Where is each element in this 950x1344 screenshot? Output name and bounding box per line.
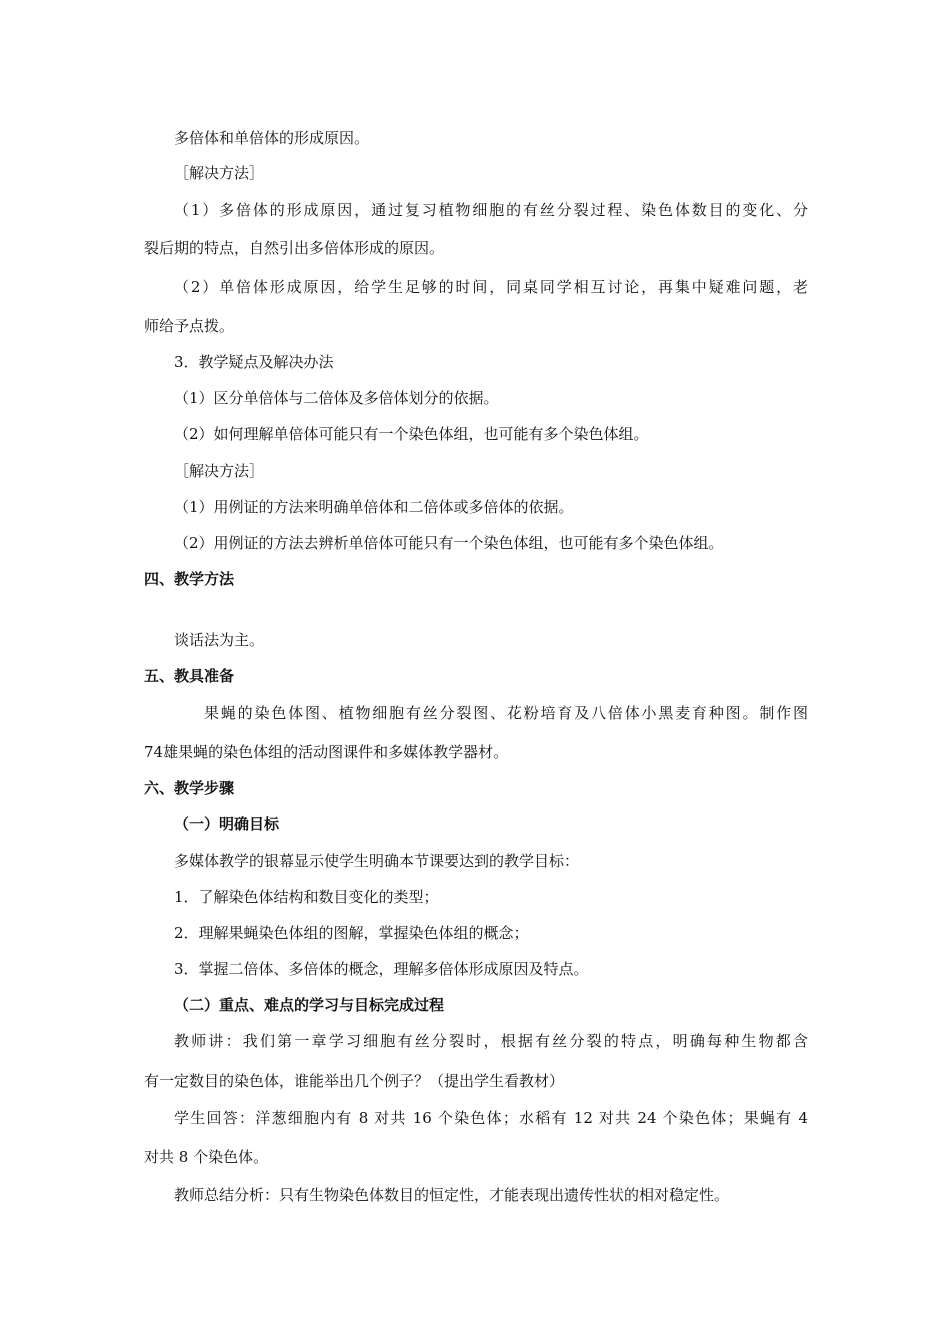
text-line: 3．掌握二倍体、多倍体的概念，理解多倍体形成原因及特点。 [174,960,589,978]
text-line: 果蝇的染色体图、植物细胞有丝分裂图、花粉培育及八倍体小黑麦育种图。制作图 [204,704,808,722]
text-line: 谈话法为主。 [174,631,265,649]
text-line: 学生回答：洋葱细胞内有 8 对共 16 个染色体；水稻有 12 对共 24 个染色体；果蝇有 4 [174,1109,808,1127]
section-heading: 六、教学步骤 [144,779,235,797]
text-line: （1）区分单倍体与二倍体及多倍体划分的依据。 [174,389,499,407]
text-line: 多倍体和单倍体的形成原因。 [174,129,370,147]
subsection-heading: （一）明确目标 [174,815,280,833]
text-line: （1）用例证的方法来明确单倍体和二倍体或多倍体的依据。 [174,498,574,516]
text-line: 对共 8 个染色体。 [144,1148,269,1166]
text-line: 3．教学疑点及解决办法 [174,353,334,371]
text-line: 教师总结分析：只有生物染色体数目的恒定性，才能表现出遗传性状的相对稳定性。 [174,1186,730,1204]
text-line: （2）用例证的方法去辨析单倍体可能只有一个染色体组，也可能有多个染色体组。 [174,534,724,552]
section-heading: 五、教具准备 [144,667,235,685]
text-line: ［解决方法］ [174,462,265,480]
text-line: （1）多倍体的形成原因，通过复习植物细胞的有丝分裂过程、染色体数目的变化、分 [174,201,808,219]
text-line: 教师讲：我们第一章学习细胞有丝分裂时，根据有丝分裂的特点，明确每种生物都含 [174,1032,808,1050]
text-line: 74雄果蝇的染色体组的活动图课件和多媒体教学器材。 [144,743,509,761]
text-line: （2）单倍体形成原因，给学生足够的时间，同桌同学相互讨论，再集中疑难问题，老 [174,278,808,296]
text-line: ［解决方法］ [174,164,265,182]
subsection-heading: （二）重点、难点的学习与目标完成过程 [174,996,445,1014]
text-line: 裂后期的特点，自然引出多倍体形成的原因。 [144,239,445,257]
text-line: 2．理解果蝇染色体组的图解，掌握染色体组的概念； [174,924,529,942]
section-heading: 四、教学方法 [144,570,235,588]
text-line: （2）如何理解单倍体可能只有一个染色体组，也可能有多个染色体组。 [174,425,649,443]
text-line: 有一定数目的染色体，谁能举出几个例子？（提出学生看教材） [144,1072,565,1090]
text-line: 多媒体教学的银幕显示使学生明确本节课要达到的教学目标： [174,852,580,870]
text-line: 1．了解染色体结构和数目变化的类型； [174,888,439,906]
text-line: 师给予点拨。 [144,317,235,335]
